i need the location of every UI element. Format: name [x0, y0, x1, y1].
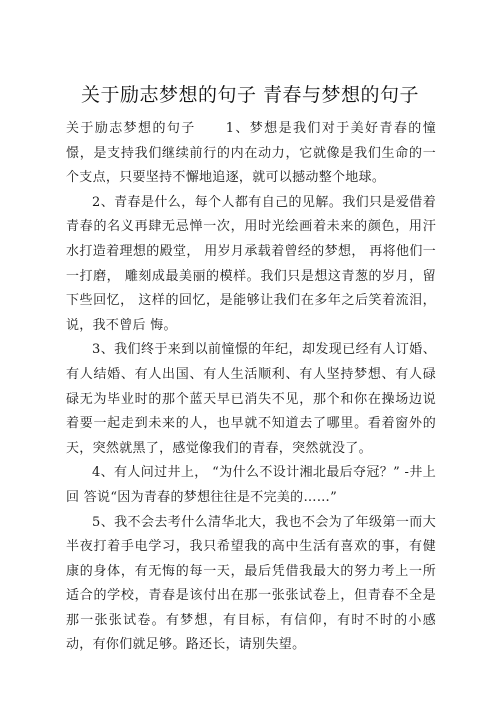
document-title: 关于励志梦想的句子 青春与梦想的句子 [80, 84, 420, 106]
paragraph-1-text: 1、梦想是我们对于美好青春的憧憬，是支持我们继续前行的内在动力，它就像是我们生命的一个支点，只要坚持不懈地追逐，就可以撼动整个地球。 [66, 121, 436, 186]
paragraph-3: 3、我们终于来到以前憧憬的年纪，却发现已经有人订婚、有人结婚、有人出国、有人生活顺利、有人坚持梦想、有人碌碌无为毕业时的那个蓝天早已消失不见，那个和你在操场边说着要一起走到未来的人，也早就不知道去了哪里。看着窗外的天，突然就黑了，感觉像我们的青春，突然就没了。 [66, 342, 436, 456]
document-body [66, 117, 436, 658]
paragraph-1 [66, 117, 436, 191]
paragraph-4: 4、有人问过井上， “为什么不设计湘北最后夺冠？” -井上回 答说“因为青春的梦想往往是不完美的……” [66, 465, 436, 505]
paragraph-2: 2、青春是什么，每个人都有自己的见解。我们只是爱借着青春的名义再肆无忌惮一次，用时光绘画着未来的颜色，用汗水打造着理想的殿堂， 用岁月承载着曾经的梦想， 再将他们一一打磨， 雕刻成最美丽的模样。我们只是想这青葱的岁月，留下些回忆， 这样的回忆，是能够让我们在多年之后笑着流泪，说，我不曾后 悔。 [66, 194, 436, 333]
intro-label: 关于励志梦想的句子 [66, 121, 196, 136]
paragraph-5: 5、我不会去考什么清华北大，我也不会为了年级第一而大半夜打着手电学习，我只希望我的高中生活有喜欢的事，有健康的身体，有无悔的每一天，最后凭借我最大的努力考上一所适合的学校，青春是该付出在那一张张试卷上，但青春不全是那一张张试卷。有梦想，有目标，有信仰，有时不时的小感动，有你们就足够。路还长，请别失望。 [66, 514, 436, 653]
